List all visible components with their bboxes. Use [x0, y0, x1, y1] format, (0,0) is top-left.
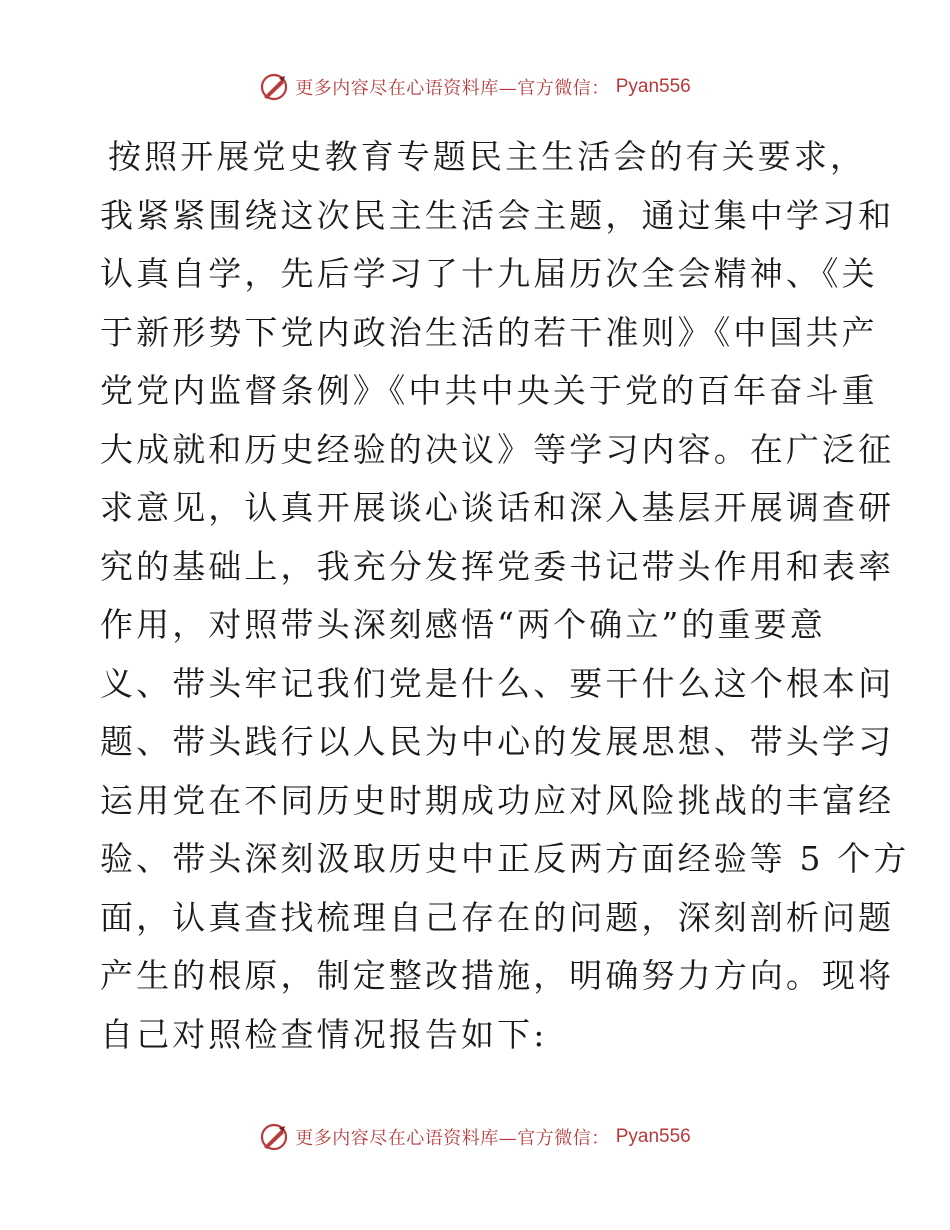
- body-line: 验、带头深刻汲取历史中正反两方面经验等 5 个方: [100, 839, 910, 878]
- quill-pen-logo-icon: [259, 1122, 289, 1152]
- body-line: 作用，对照带头深刻感悟“两个确立”的重要意: [100, 605, 826, 644]
- body-line: 于新形势下党内政治生活的若干准则》《中国共产: [100, 312, 878, 352]
- body-line: 党党内监督条例》《中共中央关于党的百年奋斗重: [100, 371, 878, 410]
- document-body: [100, 128, 910, 1064]
- quill-pen-logo-icon: [259, 72, 289, 102]
- header-watermark: [0, 72, 950, 102]
- body-line: 义、带头牢记我们党是什么、要干什么这个根本问: [100, 663, 895, 703]
- watermark-wechat-id: Pyan556: [615, 76, 691, 97]
- watermark-text: 更多内容尽在心语资料库—官方微信：: [295, 1128, 610, 1149]
- body-line: 面，认真查找梳理自己存在的问题，深刻剖析问题: [100, 897, 895, 937]
- watermark-wechat-id: Pyan556: [615, 1126, 691, 1147]
- body-line: 按照开展党史教育专题民主生活会的有关要求，: [108, 137, 867, 176]
- body-line: 运用党在不同历史时期成功应对风险挑战的丰富经: [100, 780, 895, 820]
- body-line: 我紧紧围绕这次民主生活会主题，通过集中学习和: [100, 195, 895, 235]
- body-line: 认真自学，先后学习了十九届历次全会精神、《关: [100, 254, 878, 293]
- body-line: 大成就和历史经验的决议》等学习内容。在广泛征: [100, 429, 895, 469]
- watermark-text: 更多内容尽在心语资料库—官方微信：: [295, 78, 610, 99]
- body-line: 题、带头践行以人民为中心的发展思想、带头学习: [100, 722, 895, 761]
- footer-watermark: [0, 1122, 950, 1152]
- body-line: 究的基础上，我充分发挥党委书记带头作用和表率: [100, 546, 895, 586]
- body-line: 产生的根原，制定整改措施，明确努力方向。现将: [100, 956, 895, 995]
- body-line: 自己对照检查情况报告如下:: [100, 1014, 548, 1054]
- body-line: 求意见，认真开展谈心谈话和深入基层开展调查研: [100, 488, 895, 527]
